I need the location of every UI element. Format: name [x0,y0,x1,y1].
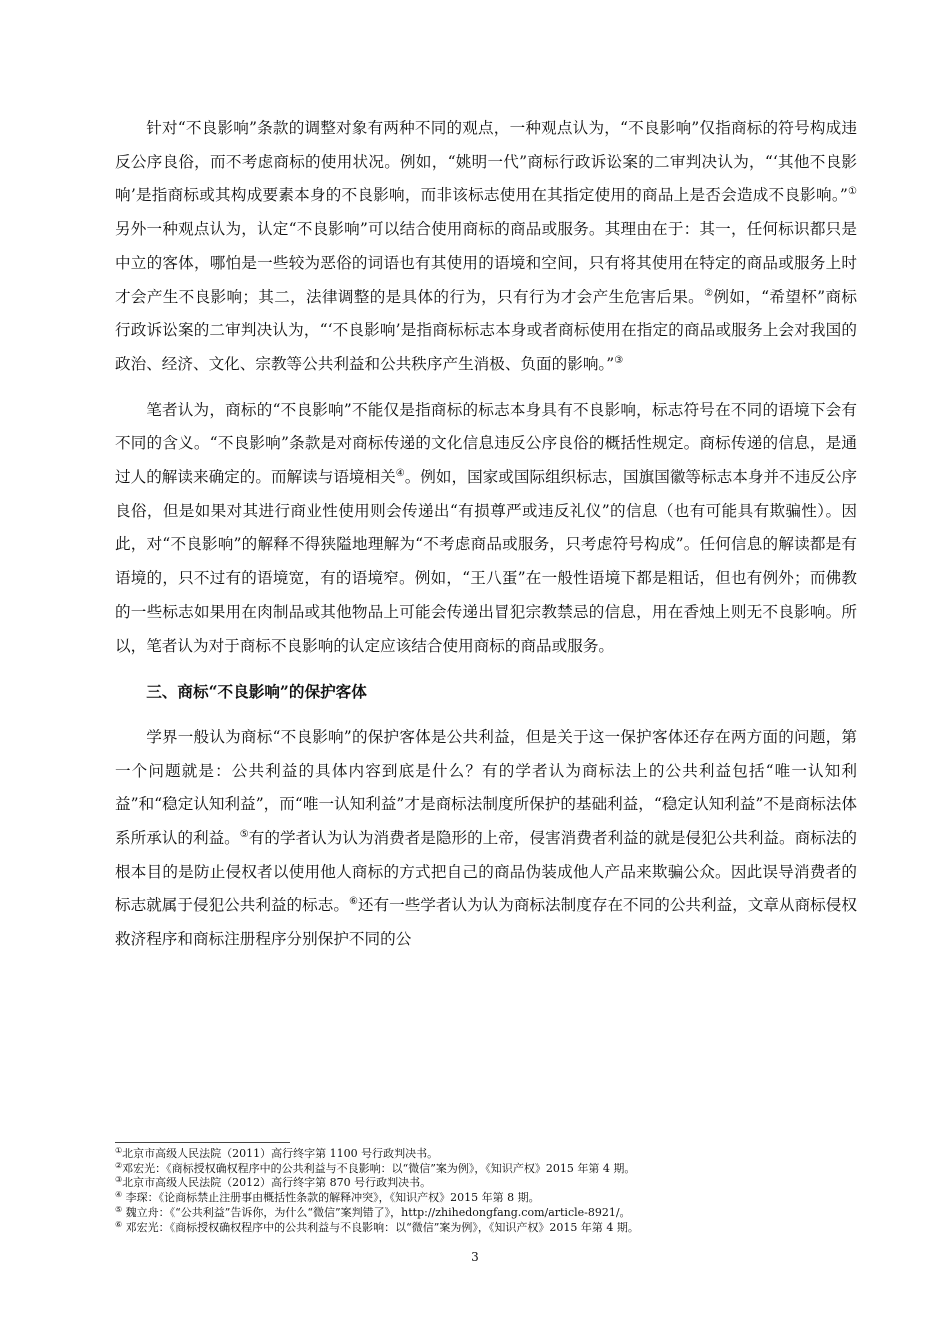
footnote-marker: ① [847,186,857,198]
footnote-mark: ⑥ [115,1219,123,1229]
footnote-mark: ② [115,1160,123,1170]
paragraph-2 [115,394,857,664]
paragraph-3 [115,721,857,957]
footnote-marker: ⑥ [348,896,358,908]
footnote-text: 邓宏光：《商标授权确权程序中的公共利益与不良影响：以“微信”案为例》，《知识产权》2015 年第 4 期。 [122,1161,636,1175]
footnote-3 [115,1176,857,1191]
footnote-mark: ⑤ [115,1204,123,1214]
page-number: 3 [471,1250,479,1264]
footnote-mark: ③ [115,1175,123,1185]
paragraph-text: 还有一些学者认为认为商标法制度存在不同的公共利益，文章从商标侵权救济程序和商标注册程序分别保护不同的公 [115,896,857,949]
paragraph-1 [115,112,857,382]
footnote-text: 北京市高级人民法院（2011）高行终字第 1100 号行政判决书。 [122,1147,439,1160]
footnote-1 [115,1147,857,1162]
footnote-6 [115,1221,857,1236]
footnote-5 [115,1206,857,1221]
footnote-mark: ④ [115,1190,123,1200]
footnote-text: 魏立舟：《“公共利益”告诉你，为什么“微信”案判错了》，http://zhihedongfang.com/article-8921/。 [122,1205,631,1219]
footnotes [115,1147,857,1235]
footnote-marker: ② [704,287,714,299]
section-heading: 三、商标“不良影响”的保护客体 [146,682,367,702]
footnote-divider [115,1142,290,1143]
paragraph-text: 另外一种观点认为，认定“不良影响”可以结合使用商标的商品或服务。其理由在于：其一，任何标识都只是中立的客体，哪怕是一些较为恶俗的词语也有其使用的语境和空间，只有将其使用在特定的商品或服务上时才会产生不良影响；其二，法律调整的是具体的行为，只有行为才会产生危害后果。 [115,220,857,306]
footnote-marker: ④ [395,468,405,480]
footnote-2 [115,1162,857,1177]
paragraph-text: 有的学者认为认为消费者是隐形的上帝，侵害消费者利益的就是侵犯公共利益。商标法的根本目的是防止侵权者以使用他人商标的方式把自己的商品伪装成他人产品来欺骗公众。因此误导消费者的标志就属于侵犯公共利益的标志。 [115,829,857,915]
paragraph-text: 。例如，国家或国际组织标志，国旗国徽等标志本身并不违反公序良俗，但是如果对其进行商业性使用则会传递出“有损尊严或违反礼仪”的信息（也有可能具有欺骗性）。因此，对“不良影响”的解释不得狭隘地理解为“不考虑商品或服务，只考虑符号构成”。任何信息的解读都是有语境的，只不过有的语境宽，有的语境窄。例如，“王八蛋”在一般性语境下都是粗话，但也有例外；而佛教的一些标志如果用在肉制品或其他物品上可能会传递出冒犯宗教禁忌的信息，用在香烛上则无不良影响。所以，笔者认为对于商标不良影响的认定应该结合使用商标的商品或服务。 [115,468,857,655]
footnote-marker: ⑤ [239,829,249,841]
footnote-text: 邓宏光：《商标授权确权程序中的公共利益与不良影响：以“微信”案为例》，《知识产权》2015 年第 4 期。 [122,1220,639,1234]
paragraph-text: 笔者认为，商标的“不良影响”不能仅是指商标的标志本身具有不良影响，标志符号在不同的语境下会有不同的含义。“不良影响”条款是对商标传递的文化信息违反公序良俗的概括性规定。商标传递的信息，是通过人的解读来确定的。而解读与语境相关 [115,400,857,487]
footnote-4 [115,1191,857,1206]
body-text [115,112,857,957]
footnote-text: 北京市高级人民法院（2012）高行终字第 870 号行政判决书。 [122,1176,432,1190]
footnote-mark: ① [115,1146,123,1155]
paragraph-text: 例如，“希望杯”商标行政诉讼案的二审判决认为，“‘不良影响’是指商标标志本身或者商标使用在指定的商品或服务上会对我国的政治、经济、文化、宗教等公共利益和公共秩序产生消极、负面的影响。” [115,287,857,373]
paragraph-text: 针对“不良影响”条款的调整对象有两种不同的观点，一种观点认为，“不良影响”仅指商标的符号构成违反公序良俗，而不考虑商标的使用状况。例如，“姚明一代”商标行政诉讼案的二审判决认为，“‘其他不良影响’是指商标或其构成要素本身的不良影响，而非该标志使用在其指定使用的商品上是否会造成不良影响。” [115,119,857,205]
footnote-marker: ③ [614,354,624,366]
paragraph-text: 学界一般认为商标“不良影响”的保护客体是公共利益，但是关于这一保护客体还存在两方面的问题，第一个问题就是：公共利益的具体内容到底是什么？有的学者认为商标法上的公共利益包括“唯一认知利益”和“稳定认知利益”，而“唯一认知利益”才是商标法制度所保护的基础利益，“稳定认知利益”不是商标法体系所承认的利益。 [115,727,857,848]
footnote-text: 李琛：《论商标禁止注册事由概括性条款的解释冲突》，《知识产权》2015 年第 8 期。 [122,1191,540,1205]
